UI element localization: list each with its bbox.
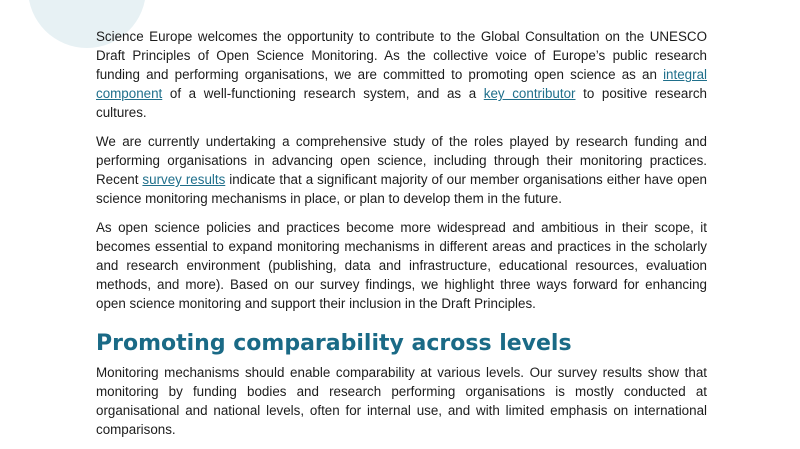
- section-heading: Promoting comparability across levels: [96, 331, 572, 356]
- intro-paragraph: [96, 27, 707, 122]
- intro-text-1: Science Europe welcomes the opportunity to contribute to the Global Consultation on the UNESCO Draft Principles of Open Science Monitoring. As the collective voice of Europe’s public research funding and performing organisations, we are committed to promoting open science as an: [96, 29, 707, 82]
- integral-component-link[interactable]: integral component: [96, 67, 707, 101]
- key-contributor-link[interactable]: key contributor: [483, 86, 576, 101]
- intro-text-2: of a well-functioning research system, and as a: [162, 86, 484, 101]
- study-text-1: We are currently undertaking a comprehensive study of the roles played by research funding and performing organisations in advancing open science, including through their monitoring practices. Recent: [96, 134, 707, 187]
- study-paragraph: [96, 132, 707, 208]
- document-body: [96, 27, 707, 449]
- policies-paragraph: As open science policies and practices become more widespread and ambitious in their scope, it becomes essential to expand monitoring mechanisms in different areas and practices in the scholarly and research environment (publishing, data and infrastructure, educational resources, evaluation methods, and more). Based on our survey findings, we highlight three ways forward for enhancing open science monitoring and support their inclusion in the Draft Principles.: [96, 220, 707, 311]
- section-body-paragraph: Monitoring mechanisms should enable comparability at various levels. Our survey results show that monitoring by funding bodies and research performing organisations is mostly conducted at organisational and national levels, often for internal use, and with limited emphasis on international comparisons.: [96, 365, 707, 437]
- study-text-2: indicate that a significant majority of our member organisations either have open science monitoring mechanisms in place, or plan to develop them in the future.: [96, 172, 707, 206]
- survey-results-link[interactable]: survey results: [142, 172, 226, 187]
- intro-text-3: to positive research cultures.: [96, 86, 707, 120]
